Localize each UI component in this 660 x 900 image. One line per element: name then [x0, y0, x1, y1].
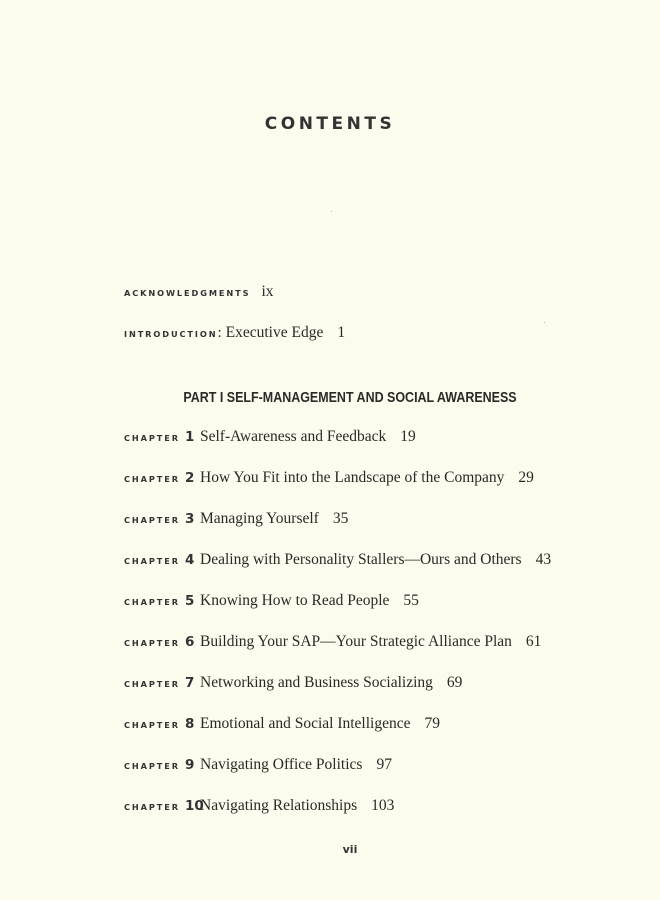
toc-entry-chapter-3[interactable]: [124, 510, 348, 528]
label-colon: :: [217, 325, 222, 341]
chapter-number: 2: [184, 470, 195, 486]
entry-page-number: ix: [261, 283, 274, 300]
chapter-word: CHAPTER: [124, 556, 180, 566]
chapter-title: Navigating Office Politics: [200, 756, 363, 773]
chapter-word: CHAPTER: [124, 761, 180, 771]
chapter-label: [124, 797, 204, 815]
chapter-label: [124, 551, 200, 569]
chapter-number: 3: [184, 511, 195, 527]
toc-entry-chapter-9[interactable]: [124, 756, 392, 774]
chapter-label: [124, 428, 200, 446]
scan-speck: [331, 211, 332, 212]
page-folio: vii: [342, 843, 358, 856]
chapter-page-number: 43: [535, 551, 552, 568]
chapter-label: [124, 592, 200, 610]
chapter-label: [124, 715, 200, 733]
entry-page-number: 1: [337, 324, 346, 341]
chapter-word: CHAPTER: [124, 515, 180, 525]
chapter-page-number: 55: [403, 592, 419, 609]
chapter-title: Dealing with Personality Stallers—Ours and Others: [200, 551, 522, 568]
chapter-page-number: 61: [525, 633, 542, 650]
toc-entry-acknowledgments[interactable]: [124, 283, 274, 301]
chapter-number: 8: [184, 716, 195, 732]
contents-title: CONTENTS: [264, 114, 396, 134]
chapter-label: [124, 633, 200, 651]
chapter-word: CHAPTER: [124, 597, 180, 607]
chapter-word: CHAPTER: [124, 802, 180, 812]
chapter-number: 9: [184, 757, 195, 773]
toc-entry-chapter-10[interactable]: [124, 797, 394, 815]
scan-speck: [544, 322, 545, 323]
chapter-title: Navigating Relationships: [200, 797, 358, 814]
entry-title: Executive Edge: [225, 324, 324, 341]
chapter-label: [124, 510, 200, 528]
chapter-title: How You Fit into the Landscape of the Company: [200, 469, 505, 486]
chapter-page-number: 103: [371, 797, 395, 814]
chapter-word: CHAPTER: [124, 679, 180, 689]
toc-entry-chapter-7[interactable]: [124, 674, 462, 692]
chapter-page-number: 29: [518, 469, 534, 486]
chapter-title: Knowing How to Read People: [200, 592, 390, 609]
chapter-page-number: 79: [424, 715, 440, 732]
chapter-number: 7: [184, 675, 195, 691]
chapter-number: 5: [184, 593, 195, 609]
chapter-title: Networking and Business Socializing: [200, 674, 433, 691]
chapter-title: Self-Awareness and Feedback: [200, 428, 387, 445]
toc-entry-chapter-4[interactable]: [124, 551, 551, 569]
toc-entry-chapter-2[interactable]: [124, 469, 534, 487]
toc-entry-chapter-6[interactable]: [124, 633, 541, 651]
chapter-title: Emotional and Social Intelligence: [200, 715, 411, 732]
chapter-page-number: 97: [376, 756, 392, 773]
chapter-label: [124, 674, 200, 692]
chapter-number: 6: [184, 634, 195, 650]
chapter-label: [124, 756, 200, 774]
toc-entry-chapter-5[interactable]: [124, 592, 419, 610]
chapter-label: [124, 469, 200, 487]
chapter-number: 10: [184, 798, 204, 814]
toc-entry-chapter-1[interactable]: [124, 428, 416, 446]
chapter-word: CHAPTER: [124, 433, 180, 443]
chapter-number: 4: [184, 552, 195, 568]
chapter-title: Building Your SAP—Your Strategic Alliance Plan: [200, 633, 512, 650]
entry-label: ACKNOWLEDGMENTS: [124, 288, 251, 298]
chapter-word: CHAPTER: [124, 720, 180, 730]
chapter-word: CHAPTER: [124, 638, 180, 648]
toc-entry-introduction[interactable]: [124, 324, 345, 342]
chapter-page-number: 35: [332, 510, 349, 527]
toc-entry-chapter-8[interactable]: [124, 715, 440, 733]
chapter-title: Managing Yourself: [200, 510, 319, 527]
chapter-page-number: 19: [400, 428, 416, 445]
chapter-word: CHAPTER: [124, 474, 180, 484]
chapter-number: 1: [184, 429, 195, 445]
entry-label: INTRODUCTION: [124, 329, 218, 339]
part-heading: PART I SELF-MANAGEMENT AND SOCIAL AWARENESS: [183, 390, 517, 406]
chapter-page-number: 69: [446, 674, 463, 691]
